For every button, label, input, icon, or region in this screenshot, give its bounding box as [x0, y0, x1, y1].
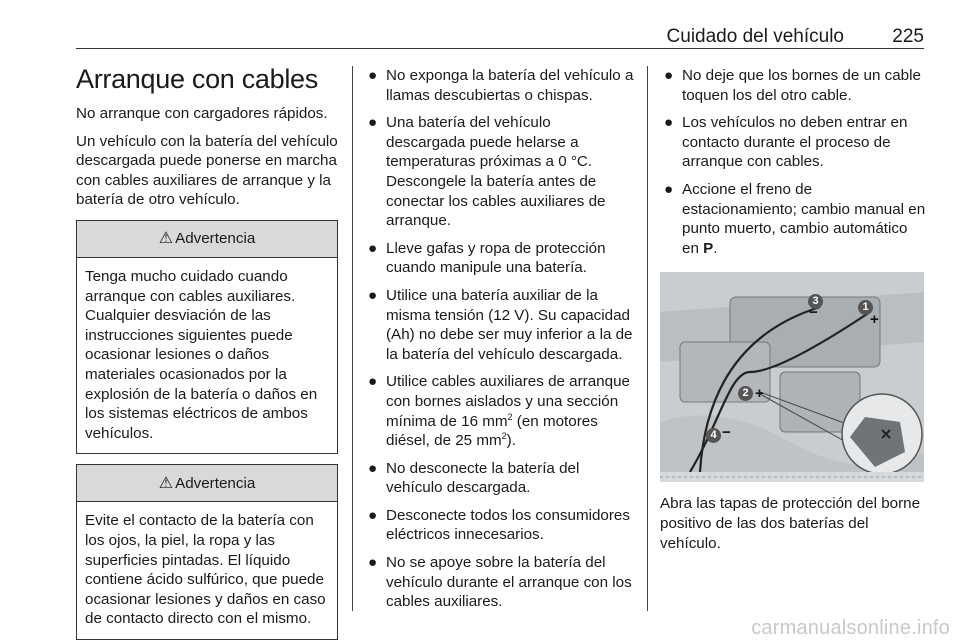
section-heading: Arranque con cables	[76, 64, 318, 94]
label-number: 3	[808, 294, 823, 309]
battery-jump-diagram	[660, 272, 924, 482]
warning-box	[76, 464, 338, 640]
header-rule	[76, 48, 924, 49]
watermark-text: carmanualsonline.info	[751, 617, 950, 639]
warning-text: Tenga mucho cuidado cuando arranque con cables auxiliares. Cualquier desviación de las instrucciones siguientes puede ocasionar lesiones o daños materiales ocasionados por la explosión de la batería o daños en los sistemas eléctricos de ambos vehículos.	[85, 267, 318, 442]
list-item: ● Lleve gafas y ropa de protección cuando manipule una batería.	[368, 239, 606, 277]
left-column	[76, 62, 338, 640]
page-header	[76, 26, 924, 48]
bullet-icon: ●	[664, 67, 674, 84]
warning-header	[77, 465, 337, 502]
plus-sign: +	[870, 311, 879, 329]
bullet-icon: ●	[664, 114, 674, 132]
bullet-icon: ●	[368, 554, 378, 572]
bullet-icon: ●	[368, 67, 378, 84]
page-number: 225	[892, 26, 924, 47]
warning-icon: ⚠	[158, 474, 174, 492]
bullet-list	[364, 66, 634, 612]
list-item: ● No se apoye sobre la batería del vehículo durante el arranque con los cables auxiliares.	[368, 554, 632, 611]
list-item: ● Los vehículos no deben entrar en contacto durante el proceso de arranque con cables.	[664, 114, 908, 171]
list-item: ● Desconecte todos los consumidores eléctricos innecesarios.	[368, 506, 630, 544]
plus-sign: +	[755, 385, 764, 403]
warning-header	[77, 221, 337, 258]
column-divider	[352, 66, 353, 611]
list-item: ● Utilice cables auxiliares de arranque con bornes aislados y una sección mínima de 16 $mm^2$ (en motores diésel, de 25 $mm^2$).	[368, 373, 630, 450]
warning-box	[76, 220, 338, 454]
warning-title: Advertencia	[175, 474, 256, 492]
bullet-icon: ●	[368, 506, 378, 524]
paragraph: Un vehículo con la batería del vehículo descargada puede ponerse en marcha con cables auxiliares de arranque y la batería de otro vehículo.	[76, 132, 338, 209]
list-item: ● Accione el freno de estacionamiento; cambio manual en punto muerto, cambio automático en P.	[664, 180, 926, 257]
warning-title: Advertencia	[175, 230, 256, 248]
list-item: ● No exponga la batería del vehículo a llamas descubiertas o chispas.	[368, 67, 634, 104]
section-title: Cuidado del vehículo	[666, 26, 844, 47]
figure-caption: Abra las tapas de protección del borne positivo de las dos baterías del vehículo.	[660, 495, 921, 552]
label-number: 2	[738, 386, 753, 401]
right-column	[660, 66, 928, 561]
minus-sign: −	[809, 304, 818, 322]
list-item: ● No deje que los bornes de un cable toquen los del otro cable.	[664, 67, 921, 104]
bullet-icon: ●	[368, 286, 378, 304]
warning-icon: ⚠	[158, 230, 174, 248]
paragraph: No arranque con cargadores rápidos.	[76, 105, 328, 122]
column-divider	[647, 66, 648, 611]
bullet-icon: ●	[368, 459, 378, 477]
warning-text: Evite el contacto de la batería con los ojos, la piel, la ropa y las superficies pintadas. El líquido contiene ácido sulfúrico, que puede ocasionar lesiones y daños en caso de contacto directo con el mismo.	[85, 512, 326, 628]
minus-sign: −	[722, 424, 731, 442]
list-item: ● Utilice una batería auxiliar de la misma tensión (12 V). Su capacidad (Ah) no debe ser muy inferior a la de la batería del vehículo descargada.	[368, 286, 633, 363]
label-number: 4	[706, 428, 721, 443]
label-number: 1	[858, 300, 873, 315]
bullet-icon: ●	[368, 239, 378, 257]
list-item: ● No desconecte la batería del vehículo descargada.	[368, 459, 580, 497]
list-item: ● Una batería del vehículo descargada puede helarse a temperaturas próximas a 0 °C. Descongele la batería antes de conectar los cables auxiliares de arranque.	[368, 114, 606, 230]
bullet-icon: ●	[664, 180, 674, 198]
middle-column	[364, 66, 634, 620]
bullet-list	[660, 66, 928, 258]
bullet-icon: ●	[368, 373, 378, 391]
bullet-icon: ●	[368, 114, 378, 132]
engine-bay-illustration	[660, 272, 924, 482]
